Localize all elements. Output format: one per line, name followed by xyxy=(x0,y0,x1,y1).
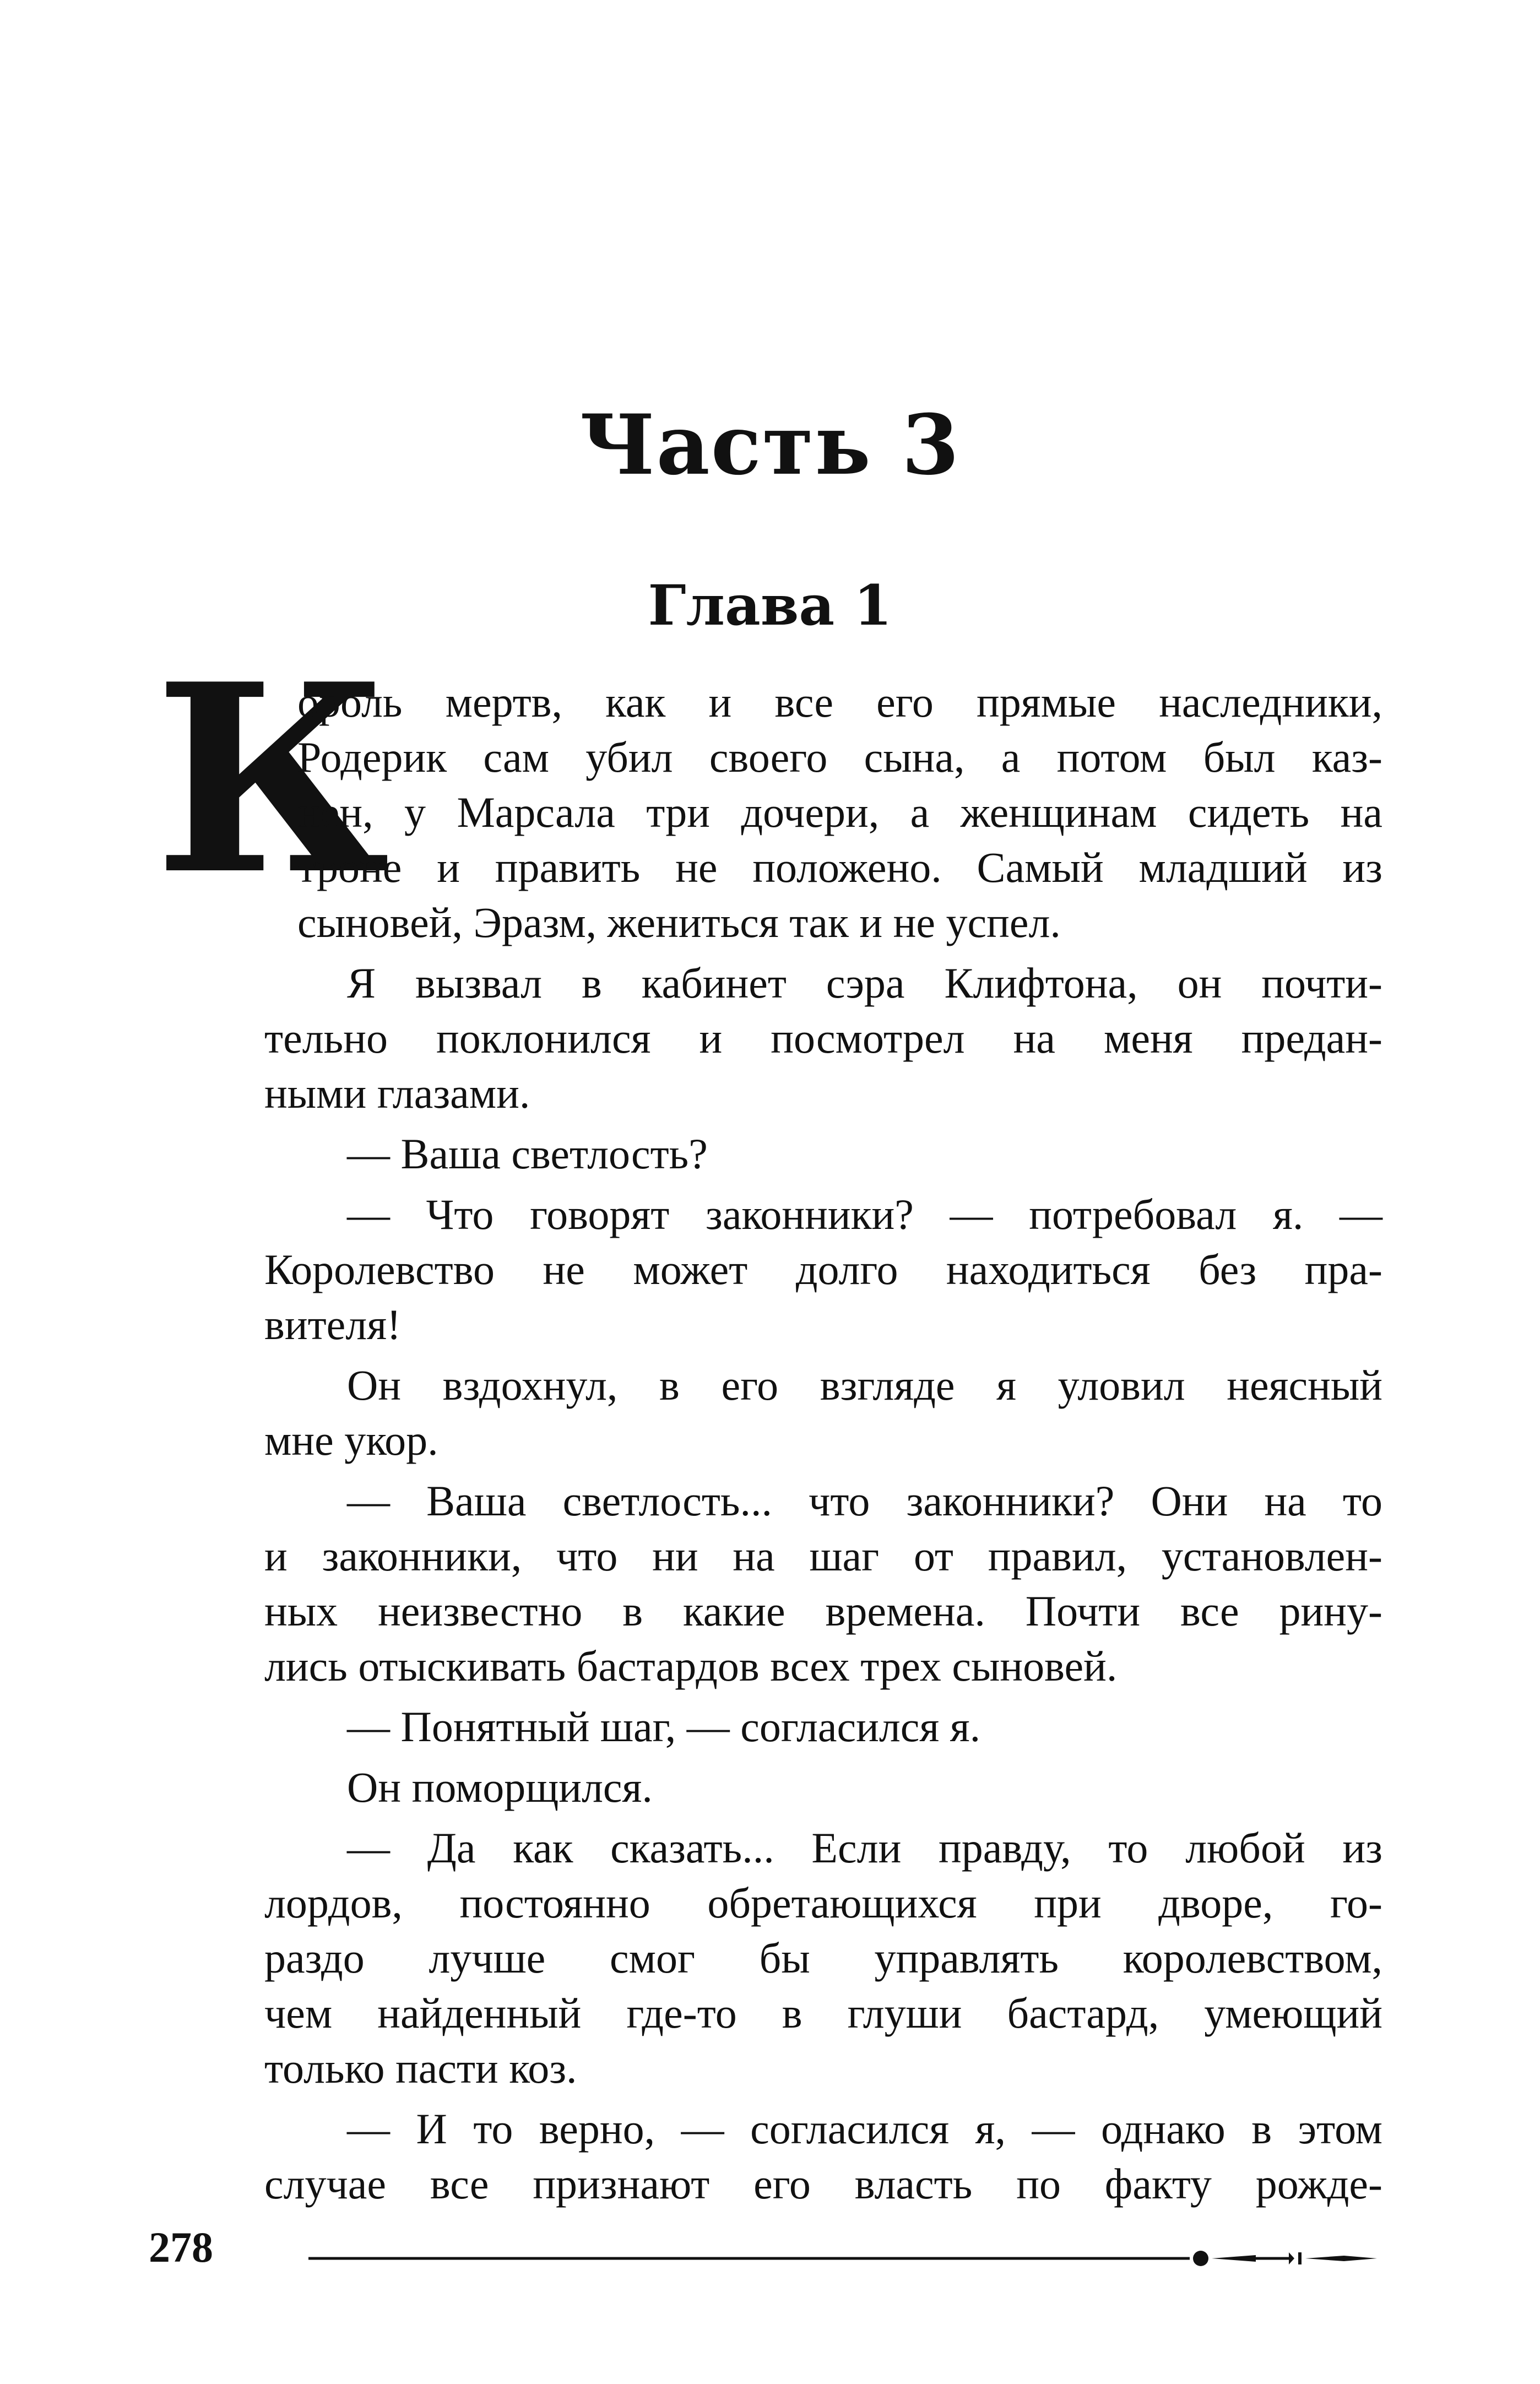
text-line: сыновей, Эразм, жениться так и не успел. xyxy=(297,898,1061,946)
text-line: — Ваша светлость? xyxy=(347,1130,708,1178)
chapter-title: Глава 1 xyxy=(648,573,892,638)
text-line: чем найденный где-то в глуши бастард, умеющий xyxy=(264,1989,1382,2037)
text-line: — Ваша светлость... что законники? Они на то xyxy=(347,1477,1382,1525)
text-line: случае все признают его власть по факту рожде- xyxy=(264,2160,1382,2208)
text-line: ных неизвестно в какие времена. Почти все рину- xyxy=(264,1587,1382,1635)
text-line: раздо лучше смог бы управлять королевством, xyxy=(264,1934,1382,1982)
text-line: троне и править не положено. Самый младший из xyxy=(297,843,1382,891)
page-number: 278 xyxy=(149,2223,213,2271)
text-line: Родерик сам убил своего сына, а потом был каз- xyxy=(297,733,1382,781)
text-line: только пасти коз. xyxy=(264,2044,577,2092)
text-line: и законники, что ни на шаг от правил, установлен- xyxy=(264,1532,1382,1580)
text-line: лись отыскивать бастардов всех трех сыновей. xyxy=(264,1642,1118,1690)
text-line: нен, у Марсала три дочери, а женщинам сидеть на xyxy=(297,788,1382,836)
text-line: — Что говорят законники? — потребовал я. — xyxy=(347,1190,1382,1238)
text-line: — И то верно, — согласился я, — однако в этом xyxy=(347,2105,1382,2153)
text-line: ороль мертв, как и все его прямые наследники, xyxy=(297,678,1382,726)
part-title: Часть 3 xyxy=(579,397,961,494)
text-line: Я вызвал в кабинет сэра Клифтона, он почти- xyxy=(347,959,1382,1007)
text-line: мне укор. xyxy=(264,1416,438,1464)
text-line: Он вздохнул, в его взгляде я уловил неясный xyxy=(347,1361,1382,1409)
text-line: Он поморщился. xyxy=(347,1763,653,1811)
text-line: ными глазами. xyxy=(264,1069,530,1117)
body-text xyxy=(264,675,1382,2212)
text-line: лордов, постоянно обретающихся при дворе, го- xyxy=(264,1879,1382,1927)
text-line: вителя! xyxy=(264,1301,402,1348)
drop-cap-letter: К xyxy=(154,627,390,931)
text-line: — Да как сказать... Если правду, то любой из xyxy=(347,1824,1382,1872)
text-line: тельно поклонился и посмотрел на меня предан- xyxy=(264,1014,1382,1062)
text-line: Королевство не может долго находиться без пра- xyxy=(264,1245,1382,1293)
text-line: — Понятный шаг, — согласился я. xyxy=(347,1703,981,1751)
footer-ornament-rule xyxy=(308,2250,1377,2267)
